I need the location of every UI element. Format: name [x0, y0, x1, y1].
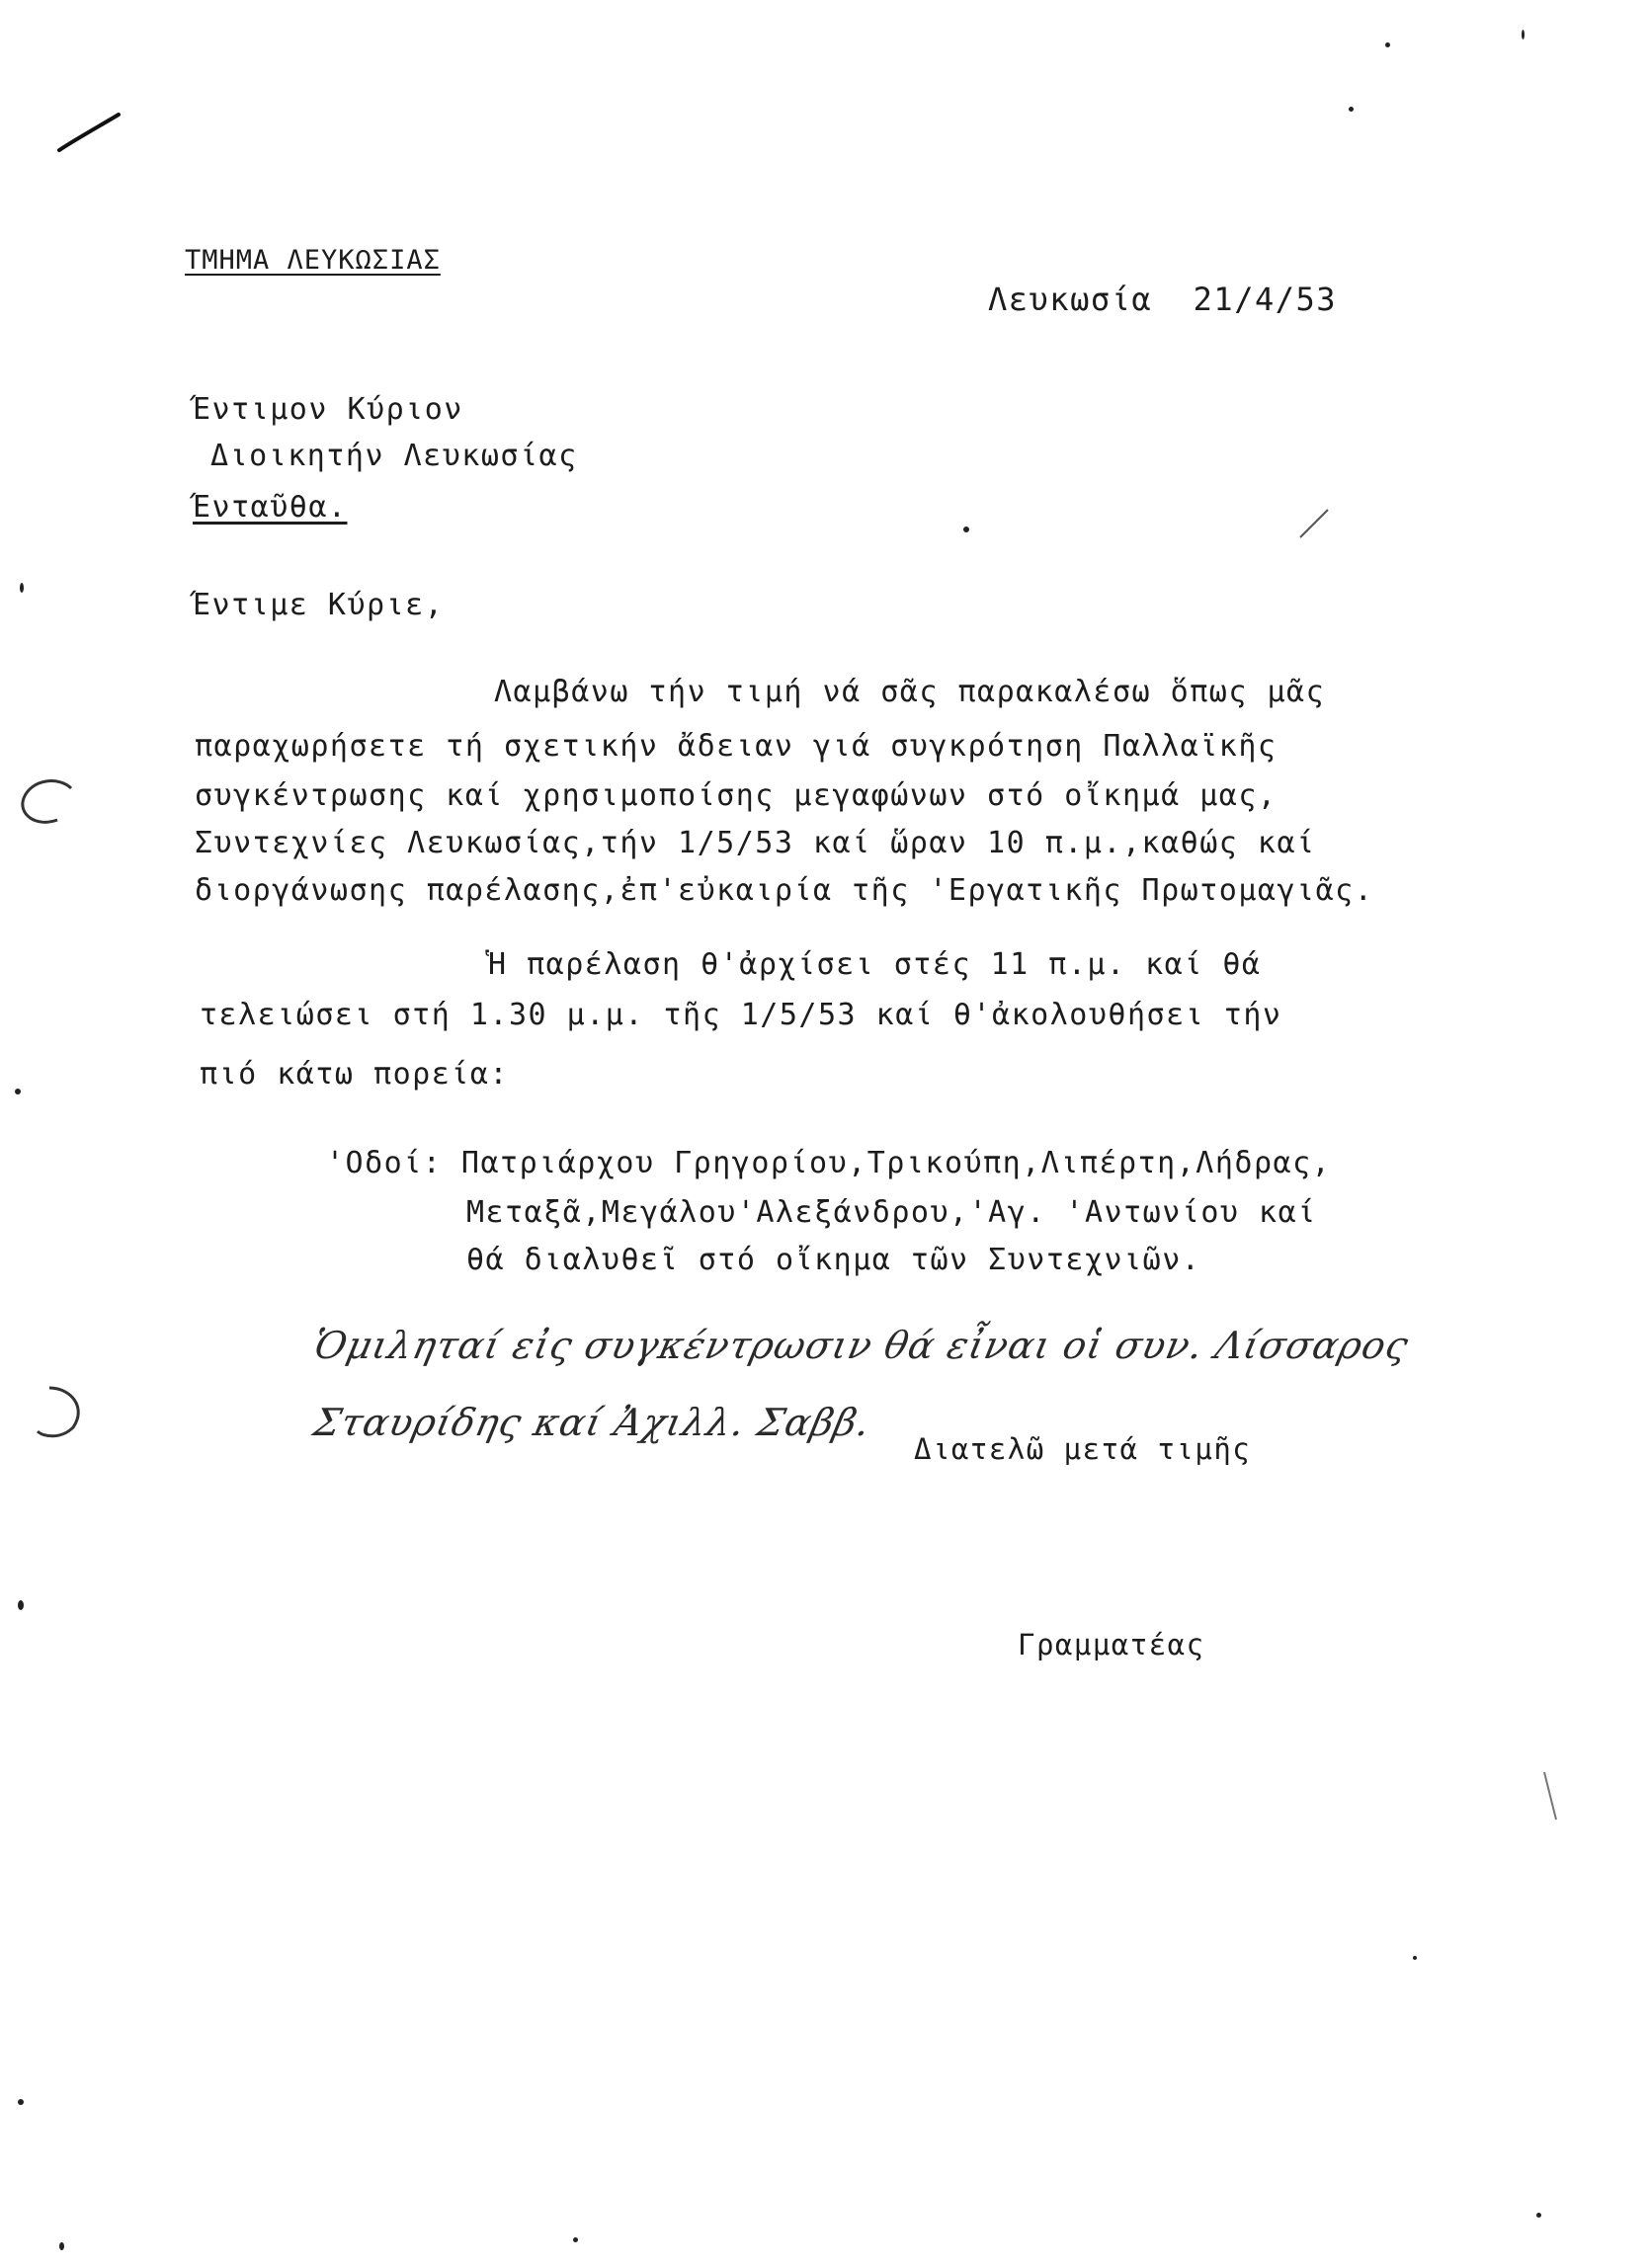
paragraph2-line-3: πιό κάτω πορεία: [200, 1057, 509, 1092]
salutation: Έντιμε Κύριε, [193, 588, 445, 622]
stray-pen-stroke [54, 109, 124, 158]
scan-speck [963, 526, 969, 532]
scan-speck [20, 583, 24, 593]
stray-slash-mark [1294, 504, 1334, 543]
scan-speck [1385, 42, 1390, 47]
paragraph2-line-2: τελειώσει στή 1.30 μ.μ. τῆς 1/5/53 καί θ'ἀκολουθήσει τήν [200, 998, 1282, 1032]
scan-speck [59, 2242, 64, 2250]
closing: Διατελῶ μετά τιμῆς [914, 1432, 1252, 1466]
header-org: ΤΜΗΜΑ ΛΕΥΚΩΣΙΑΣ [185, 245, 441, 276]
recipient-line-3: Ένταῦθα. [193, 490, 348, 525]
paragraph1-line-4: Συντεχνίες Λευκωσίας,τήν 1/5/53 καί ὥραν 10 π.μ.,καθώς καί [195, 826, 1316, 860]
paragraph2-line-1: Ἡ παρέλαση θ'ἀρχίσει στές 11 π.μ. καί θά [488, 947, 1262, 982]
place-date: Λευκωσία 21/4/53 [988, 281, 1338, 318]
hole-punch-mark-bottom [10, 1378, 89, 1447]
paragraph1-line-1: Λαμβάνω τήν τιμή νά σᾶς παρακαλέσω ὅπως μᾶς [494, 675, 1326, 709]
scan-speck [1536, 2213, 1541, 2218]
scan-speck [573, 2237, 578, 2242]
scan-speck [1522, 30, 1525, 40]
scan-speck [1349, 107, 1354, 112]
handwritten-note-line-2: Σταυρίδης καί Ἀχιλλ. Σαββ. [309, 1401, 875, 1444]
recipient-line-2: Διοικητήν Λευκωσίας [210, 439, 578, 473]
signatory: Γραμματέας [1018, 1628, 1205, 1661]
paragraph1-line-5: διοργάνωσης παρέλασης,ἐπ'εὐκαιρία τῆς 'Εργατικῆς Πρωτομαγιᾶς. [195, 873, 1374, 908]
scan-speck [1413, 1956, 1417, 1960]
scan-speck [18, 1600, 24, 1610]
scan-speck [18, 2099, 24, 2105]
paragraph1-line-3: συγκέντρωσης καί χρησιμοποίσης μεγαφώνων στό οἴκημά μας, [195, 778, 1278, 813]
route-line-1: 'Οδοί: Πατριάρχου Γρηγορίου,Τρικούπη,Λιπέρτη,Λήδρας, [326, 1146, 1332, 1180]
recipient-line-1: Έντιμον Κύριον [193, 392, 463, 427]
route-line-2: Μεταξᾶ,Μεγάλου'Αλεξάνδρου,'Αγ. 'Αντωνίου καί [466, 1195, 1317, 1230]
paragraph1-line-2: παραχωρήσετε τή σχετικήν ἄδειαν γιά συγκρότηση Παλλαϊκῆς [195, 729, 1278, 764]
route-line-3: θά διαλυθεῖ στό οἴκημα τῶν Συντεχνιῶν. [466, 1243, 1201, 1277]
stray-tick-mark [1536, 1768, 1566, 1827]
hole-punch-mark-top [10, 770, 89, 840]
scan-speck [15, 1089, 21, 1094]
handwritten-note-line-1: Ὁμιληταί εἰς συγκέντρωσιν θά εἶναι οἱ συν. Λίσσαρος [309, 1324, 1413, 1367]
